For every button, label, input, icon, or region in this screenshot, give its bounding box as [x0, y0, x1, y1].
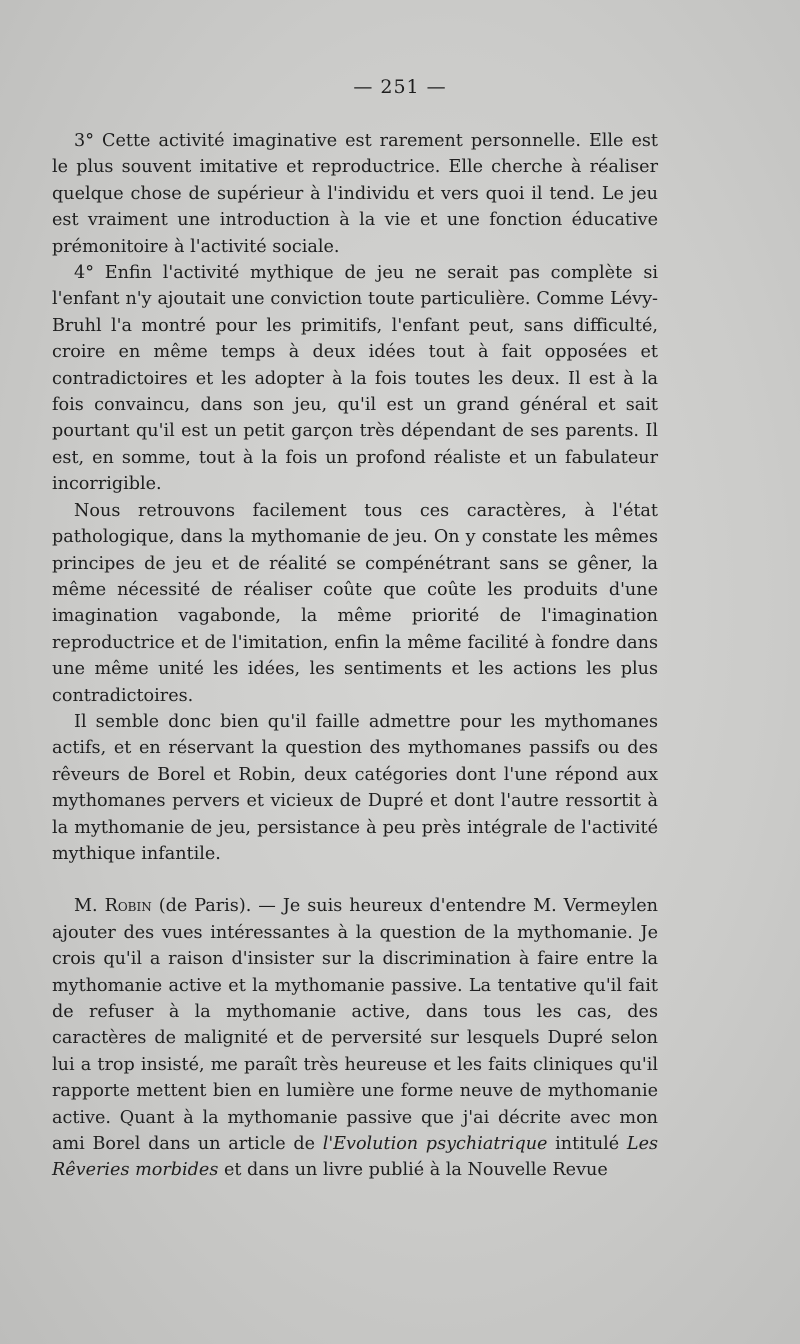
paragraph-mythomanes-actifs: Il semble donc bien qu'il faille admettre pour les mythomanes actifs, et en réservant la question des mythomanes passifs ou des rêveurs de Borel et Robin, deux catégories dont l'une répond aux mythomanes pervers et vicieux de Dupré et dont l'autre ressortit à la mythomanie de jeu, persistance à peu près intégrale de l'activité mythique infantile.	[52, 711, 658, 864]
paragraph-caracteres-pathologiques: Nous retrouvons facilement tous ces caractères, à l'état pathologique, dans la mythomanie de jeu. On y constate les mêmes principes de jeu et de réalité se compénétrant sans se gêner, la même nécessité de réaliser coûte que coûte les produits d'une imagination vagabonde, la même priorité de l'imagination reproductrice et de l'imitation, enfin la même facilité à fondre dans une même unité les idées, les sentiments et les actions les plus contradictoires.	[52, 500, 658, 706]
speaker-name: M. Robin	[74, 896, 152, 917]
paragraph-text-part-2: intitulé	[547, 1134, 627, 1155]
article-title: Les Rêveries morbides	[52, 1134, 659, 1181]
paragraph-3-activite-imaginative: 3° Cette activité imaginative est rarement personnelle. Elle est le plus souvent imitative et reproductrice. Elle cherche à réaliser quelque chose de supérieur à l'individu et vers quoi il tend. Le jeu est vraiment une introduction à la vie et une fonction éducative prémonitoire à l'activité sociale.	[52, 131, 658, 257]
body-text	[52, 128, 658, 1184]
paragraph-text-part-3: et dans un livre publié à la Nouvelle Revue	[218, 1160, 608, 1181]
paragraph-intervention-robin	[52, 893, 658, 1183]
paragraph-text-part-1: (de Paris). — Je suis heureux d'entendre M. Vermeylen ajouter des vues intéressantes à la question de la mythomanie. Je crois qu'il a raison d'insister sur la discrimination à faire entre la mythomanie active et la mythomanie passive. La tentative qu'il fait de refuser à la mythomanie active, dans tous les cas, des caractères de malignité et de perversité sur lesquels Dupré selon lui a trop insisté, me paraît très heureuse et les faits cliniques qu'il rapporte mettent bien en lumière une forme neuve de mythomanie active. Quant à la mythomanie passive que j'ai décrite avec mon ami Borel dans un article de	[52, 896, 658, 1155]
journal-title: l'Evolution psychiatrique	[322, 1134, 548, 1155]
paragraph-4-activite-mythique: 4° Enfin l'activité mythique de jeu ne serait pas complète si l'enfant n'y ajoutait une conviction toute particulière. Comme Lévy-Bruhl l'a montré pour les primitifs, l'enfant peut, sans difficulté, croire en même temps à deux idées tout à fait opposées et contradictoires et les adopter à la fois toutes les deux. Il est à la fois convaincu, dans son jeu, qu'il est un grand général et sait pourtant qu'il est un petit garçon très dépendant de ses parents. Il est, en somme, tout à la fois un profond réaliste et un fabulateur incorrigible.	[52, 263, 658, 495]
page-number: — 251 —	[353, 76, 447, 98]
